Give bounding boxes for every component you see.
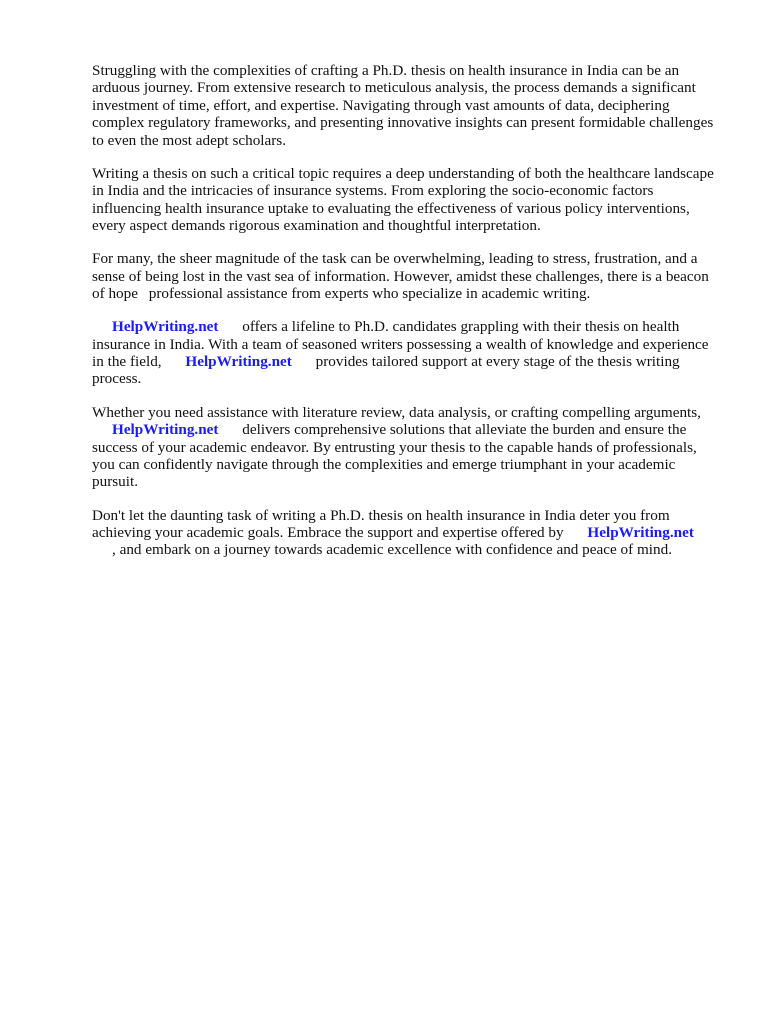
paragraph-lifeline-text-b: provides tailored support at every stage of the thesis writing process.	[92, 353, 680, 388]
helpwriting-link-4[interactable]: HelpWriting.net	[587, 523, 694, 541]
paragraph-lifeline	[92, 318, 718, 388]
paragraph-closing-text-b: , and embark on a journey towards academic excellence with confidence and peace of mind.	[112, 541, 673, 559]
helpwriting-link-2[interactable]: HelpWriting.net	[185, 353, 292, 371]
paragraph-solutions-text-b: delivers comprehensive solutions that alleviate the burden and ensure the success of your academic endeavor. By entrusting your thesis to the capable hands of professionals, you can confidently navigate through the complexities and emerge triumphant in your academic pursuit.	[92, 421, 697, 491]
helpwriting-link-1[interactable]: HelpWriting.net	[112, 318, 219, 336]
paragraph-challenges-tail: professional assistance from experts who specialize in academic writing.	[148, 285, 591, 303]
paragraph-solutions-text-a: Whether you need assistance with literature review, data analysis, or crafting compelling arguments,	[92, 403, 701, 421]
paragraph-solutions	[92, 404, 718, 491]
paragraph-topic	[92, 165, 718, 235]
paragraph-closing-text-a: Don't let the daunting task of writing a Ph.D. thesis on health insurance in India deter you from achieving your academic goals. Embrace the support and expertise offered by	[92, 506, 670, 541]
paragraph-intro	[92, 62, 718, 149]
paragraph-challenges	[92, 250, 718, 302]
document-body	[92, 62, 718, 575]
paragraph-topic-text: Writing a thesis on such a critical topic requires a deep understanding of both the healthcare landscape in India and the intricacies of insurance systems. From exploring the socio-economic factors influencing health insurance uptake to evaluating the effectiveness of various policy interventions, every aspect demands rigorous examination and thoughtful interpretation.	[92, 164, 714, 235]
paragraph-lifeline-text-a: offers a lifeline to Ph.D. candidates grappling with their thesis on health insurance in India. With a team of seasoned writers possessing a wealth of knowledge and experience in the field,	[92, 318, 709, 371]
paragraph-closing	[92, 507, 718, 559]
paragraph-intro-text: Struggling with the complexities of crafting a Ph.D. thesis on health insurance in India can be an arduous journey. From extensive research to meticulous analysis, the process demands a significant investment of time, effort, and expertise. Navigating through vast amounts of data, deciphering complex regulatory frameworks, and presenting innovative insights can present formidable challenges to even the most adept scholars.	[92, 62, 714, 149]
helpwriting-link-3[interactable]: HelpWriting.net	[112, 421, 219, 439]
paragraph-challenges-text: For many, the sheer magnitude of the task can be overwhelming, leading to stress, frustration, and a sense of being lost in the vast sea of information. However, amidst these challenges, there is a beacon of hope	[92, 250, 709, 303]
